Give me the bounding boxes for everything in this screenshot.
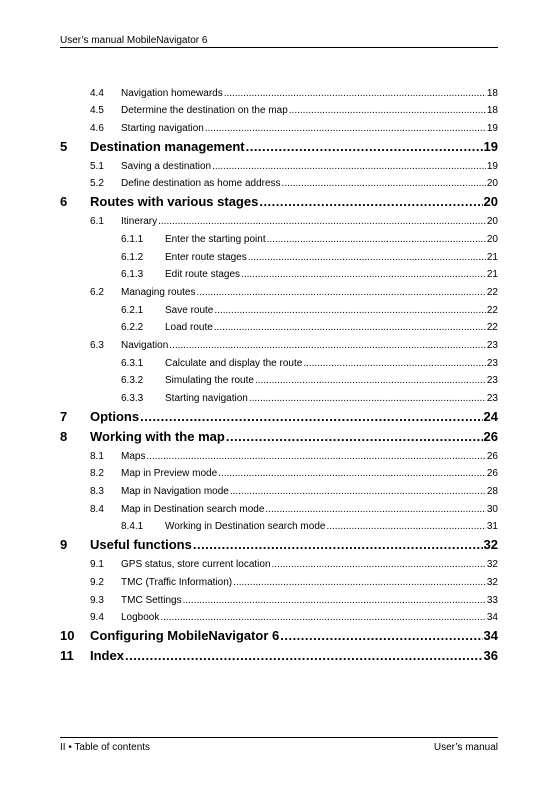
toc-entry-number: 6.3.1 <box>121 357 144 369</box>
footer-manual-label: User’s manual <box>433 742 498 753</box>
toc-entry-title: Useful functions <box>90 537 192 553</box>
toc-entry[interactable] <box>60 209 498 227</box>
toc-entry[interactable] <box>60 497 498 515</box>
toc-entry-number: 9.2 <box>90 576 104 588</box>
toc-entry-number: 6.1.3 <box>121 269 144 281</box>
toc-entry[interactable] <box>60 227 498 245</box>
toc-entry-title: TMC (Traffic Information) <box>121 576 233 588</box>
toc-entry-title: Determine the destination on the map <box>121 105 288 117</box>
toc-entry-number: 5 <box>60 139 68 155</box>
toc-entry-number: 6.2.1 <box>121 304 144 316</box>
toc-entry-page: 22 <box>486 304 498 316</box>
toc-entry-title: Navigation <box>121 339 169 351</box>
toc-entry[interactable] <box>60 134 498 154</box>
toc-dot-leader <box>214 322 486 333</box>
toc-entry-number: 9.1 <box>90 559 104 571</box>
toc-entry-page: 22 <box>486 322 498 334</box>
toc-entry-number: 9 <box>60 537 68 553</box>
toc-entry-title: Navigation homewards <box>121 87 223 99</box>
toc-dot-leader <box>265 504 485 515</box>
toc-entry[interactable] <box>60 298 498 316</box>
toc-entry-number: 5.2 <box>90 178 104 190</box>
running-header: User’s manual MobileNavigator 6 <box>60 35 208 46</box>
toc-entry-title: TMC Settings <box>121 594 182 606</box>
toc-entry[interactable] <box>60 515 498 533</box>
toc-dot-leader <box>197 287 486 298</box>
toc-entry-page: 19 <box>483 139 498 155</box>
toc-dot-leader <box>140 409 482 424</box>
toc-entry-number: 8 <box>60 429 68 444</box>
toc-entry-number: 6.1.1 <box>121 233 144 245</box>
toc-entry[interactable] <box>60 606 498 624</box>
toc-dot-leader <box>158 216 486 227</box>
toc-entry-title: Managing routes <box>121 286 196 298</box>
toc-entry-page: 36 <box>483 648 498 664</box>
toc-entry-number: 6 <box>60 194 68 210</box>
toc-dot-leader <box>160 612 486 623</box>
toc-entry-title: Logbook <box>121 612 160 624</box>
toc-entry[interactable] <box>60 172 498 190</box>
toc-entry-page: 22 <box>486 286 498 298</box>
toc-entry[interactable] <box>60 99 498 117</box>
toc-dot-leader <box>303 358 486 369</box>
toc-entry-number: 8.4 <box>90 503 104 515</box>
toc-dot-leader <box>259 194 482 209</box>
toc-entry-page: 18 <box>486 105 498 117</box>
toc-dot-leader <box>146 451 485 462</box>
toc-entry-page: 20 <box>486 233 498 245</box>
toc-dot-leader <box>255 375 486 386</box>
toc-entry-page: 26 <box>486 450 498 462</box>
header-divider <box>60 47 498 48</box>
toc-entry-number: 8.3 <box>90 486 104 498</box>
toc-entry[interactable] <box>60 444 498 462</box>
toc-entry-number: 5.1 <box>90 160 104 172</box>
toc-entry-title: Starting navigation <box>165 393 248 404</box>
toc-entry-title: Working in Destination search mode <box>165 521 326 533</box>
toc-entry-number: 6.1 <box>90 216 104 228</box>
footer-divider <box>60 737 498 738</box>
toc-entry-page: 26 <box>486 468 498 480</box>
toc-entry-title: GPS status, store current location <box>121 559 271 571</box>
toc-entry[interactable] <box>60 643 498 663</box>
toc-entry-page: 32 <box>483 537 498 553</box>
toc-entry[interactable] <box>60 588 498 606</box>
toc-entry-number: 6.1.2 <box>121 251 144 263</box>
toc-entry-title: Working with the map <box>90 429 225 444</box>
toc-entry-number: 6.3.2 <box>121 375 144 387</box>
toc-entry-page: 19 <box>486 123 498 135</box>
toc-entry-title: Starting navigation <box>121 123 204 135</box>
toc-entry-title: Calculate and display the route <box>165 357 303 369</box>
toc-entry[interactable] <box>60 462 498 480</box>
toc-entry[interactable] <box>60 189 498 209</box>
toc-entry[interactable] <box>60 333 498 351</box>
toc-entry-number: 8.4.1 <box>121 521 144 533</box>
toc-entry-number: 8.2 <box>90 468 104 480</box>
toc-entry-page: 20 <box>483 194 498 210</box>
toc-entry[interactable] <box>60 386 498 404</box>
toc-entry[interactable] <box>60 280 498 298</box>
toc-entry-title: Destination management <box>90 139 245 155</box>
toc-entry-page: 23 <box>486 357 498 369</box>
toc-dot-leader <box>233 577 486 588</box>
toc-entry[interactable] <box>60 263 498 281</box>
toc-dot-leader <box>267 234 486 245</box>
toc-entry-page: 18 <box>486 87 498 99</box>
toc-entry[interactable] <box>60 479 498 497</box>
toc-entry[interactable] <box>60 316 498 334</box>
toc-entry-page: 32 <box>486 559 498 571</box>
toc-dot-leader <box>205 123 486 134</box>
toc-entry[interactable] <box>60 424 498 444</box>
toc-entry-page: 23 <box>486 339 498 351</box>
toc-entry-title: Map in Navigation mode <box>121 486 229 498</box>
toc-entry-number: 6.3 <box>90 339 104 351</box>
toc-entry-number: 4.4 <box>90 87 104 99</box>
toc-entry[interactable] <box>60 369 498 387</box>
toc-entry-number: 9.4 <box>90 612 104 624</box>
toc-dot-leader <box>289 105 486 116</box>
toc-entry-page: 21 <box>486 269 498 281</box>
footer-section-label: II • Table of contents <box>60 742 151 753</box>
toc-entry-number: 11 <box>60 648 74 664</box>
toc-dot-leader <box>226 429 483 444</box>
toc-entry-title: Routes with various stages <box>90 194 259 210</box>
toc-entry-page: 30 <box>486 503 498 515</box>
toc-entry[interactable] <box>60 351 498 369</box>
toc-dot-leader <box>246 139 483 154</box>
toc-entry-page: 34 <box>483 628 498 644</box>
toc-entry[interactable] <box>60 570 498 588</box>
toc-entry-title: Configuring MobileNavigator 6 <box>90 628 280 644</box>
toc-entry-page: 24 <box>483 409 498 424</box>
toc-entry[interactable] <box>60 532 498 552</box>
toc-dot-leader <box>218 468 486 479</box>
toc-entry-title: Save route <box>165 304 214 316</box>
toc-dot-leader <box>230 486 486 497</box>
toc-entry-page: 34 <box>486 612 498 624</box>
toc-entry-page: 26 <box>483 429 498 444</box>
toc-entry-number: 9.3 <box>90 594 104 606</box>
toc-entry-number: 10 <box>60 628 75 644</box>
toc-entry-page: 21 <box>486 251 498 263</box>
toc-entry-title: Simulating the route <box>165 375 254 387</box>
toc-dot-leader <box>272 559 486 570</box>
toc-entry-number: 6.3.3 <box>121 393 144 404</box>
toc-entry-title: Itinerary <box>121 216 158 228</box>
toc-entry-number: 4.6 <box>90 123 104 135</box>
toc-entry-title: Maps <box>121 450 146 462</box>
toc-entry-title: Enter route stages <box>165 251 247 263</box>
toc-entry-title: Map in Preview mode <box>121 468 218 480</box>
toc-dot-leader <box>169 340 486 351</box>
toc-entry[interactable] <box>60 623 498 643</box>
toc-entry[interactable] <box>60 552 498 570</box>
toc-entry-number: 6.2.2 <box>121 322 144 334</box>
toc-entry-title: Options <box>90 409 140 424</box>
table-of-contents <box>60 81 498 663</box>
toc-dot-leader <box>282 178 486 189</box>
toc-dot-leader <box>241 269 486 280</box>
toc-entry-page: 19 <box>486 160 498 172</box>
toc-entry-number: 7 <box>60 409 68 424</box>
toc-dot-leader <box>214 305 486 316</box>
toc-entry-page: 23 <box>486 393 498 404</box>
toc-entry[interactable] <box>60 404 498 424</box>
toc-dot-leader <box>224 88 486 99</box>
toc-entry[interactable] <box>60 116 498 134</box>
toc-entry-page: 23 <box>486 375 498 387</box>
toc-entry[interactable] <box>60 245 498 263</box>
toc-dot-leader <box>125 648 483 663</box>
toc-dot-leader <box>326 521 485 532</box>
toc-dot-leader <box>280 628 482 643</box>
toc-entry-title: Edit route stages <box>165 269 241 281</box>
toc-entry-number: 4.5 <box>90 105 104 117</box>
toc-entry-title: Enter the starting point <box>165 233 266 245</box>
toc-entry-page: 32 <box>486 576 498 588</box>
toc-entry[interactable] <box>60 81 498 99</box>
toc-entry-page: 20 <box>486 216 498 228</box>
toc-entry[interactable] <box>60 154 498 172</box>
toc-dot-leader <box>183 595 486 606</box>
toc-entry-title: Saving a destination <box>121 160 212 172</box>
toc-entry-title: Map in Destination search mode <box>121 503 265 515</box>
toc-entry-title: Index <box>90 648 124 664</box>
toc-entry-title: Define destination as home address <box>121 178 281 190</box>
toc-entry-page: 20 <box>486 178 498 190</box>
toc-entry-page: 31 <box>486 521 498 533</box>
toc-entry-number: 6.2 <box>90 286 104 298</box>
toc-dot-leader <box>212 161 486 172</box>
toc-entry-page: 33 <box>486 594 498 606</box>
toc-entry-title: Load route <box>165 322 213 334</box>
toc-entry-number: 8.1 <box>90 450 104 462</box>
toc-dot-leader <box>249 393 486 404</box>
toc-dot-leader <box>248 252 486 263</box>
toc-dot-leader <box>193 537 483 552</box>
toc-entry-page: 28 <box>486 486 498 498</box>
